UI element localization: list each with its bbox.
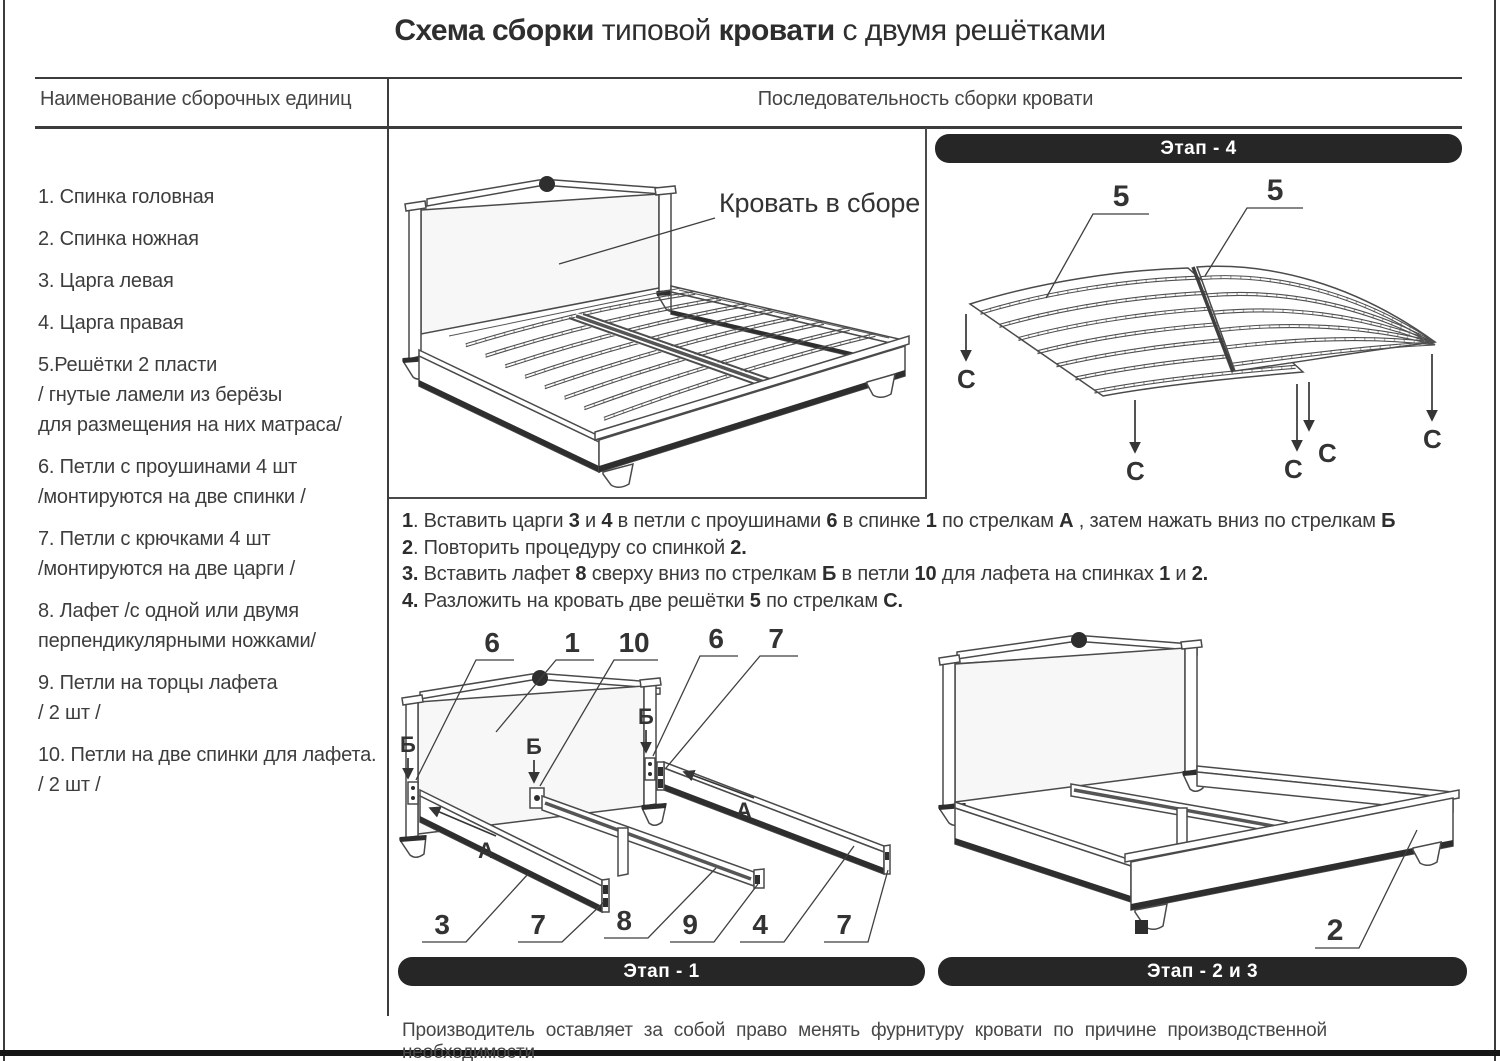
part-item-line: 3. Царга левая: [38, 270, 174, 292]
headboard-right-post: [1185, 645, 1197, 772]
arrow-a-1-label: А: [478, 838, 494, 863]
callout-9: 9: [682, 909, 698, 940]
arrow-a-2-label: А: [736, 798, 752, 823]
part-item: [38, 524, 386, 584]
part-item-line: /монтируются на две царги /: [38, 558, 295, 580]
part-item-line: / гнутые ламели из берёзы: [38, 384, 283, 406]
page-title: [0, 14, 1500, 48]
page-title-segment: типовой: [601, 14, 719, 47]
part-item-line: 9. Петли на торцы лафета: [38, 672, 278, 694]
hook-icon: [885, 852, 889, 860]
instruction-line: 1. Вставить царги 3 и 4 в петли с проушинами 6 в спинке 1 по стрелкам А , затем нажать вниз по стрелкам Б: [402, 510, 1396, 532]
callout-7b: 7: [530, 909, 546, 940]
callout-1: 1: [564, 627, 580, 658]
pediment-ornament-icon: [1071, 632, 1087, 648]
part-item: [38, 668, 386, 728]
sequence-column-header: Последовательность сборки кровати: [757, 88, 1094, 110]
part-item-line: / 2 шт /: [38, 774, 101, 796]
callout-8: 8: [616, 905, 632, 936]
hook-icon: [658, 779, 663, 788]
stage23-pill: [938, 957, 1467, 986]
hook-icon: [658, 767, 663, 776]
part-item: [38, 308, 386, 338]
part-item: [38, 596, 386, 656]
loop-hinge-left: [408, 782, 418, 804]
part-item: [38, 266, 386, 296]
assembled-bed-panel: [389, 128, 927, 499]
stage1-pill: [398, 957, 925, 986]
part-item: [38, 350, 386, 440]
page-title-segment: кровати: [718, 14, 843, 47]
part-item-line: 10. Петли на две спинки для лафета.: [38, 744, 377, 766]
headboard-panel: [955, 648, 1185, 802]
arrow-c-3-label: С: [1284, 454, 1303, 484]
part-item-line: 4. Царга правая: [38, 312, 184, 334]
part-item-line: для размещения на них матраса/: [38, 414, 342, 436]
page-title-segment: с двумя решётками: [842, 14, 1106, 47]
grate-callout-5a: 5: [1112, 180, 1130, 213]
callout-7a: 7: [768, 623, 784, 654]
part-item-line: 7. Петли с крючками 4 шт: [38, 528, 271, 550]
part-item-line: 2. Спинка ножная: [38, 228, 199, 250]
instructions: [402, 508, 1464, 614]
part-item-line: /монтируются на две спинки /: [38, 486, 306, 508]
part-item-line: / 2 шт /: [38, 702, 101, 724]
part-item-line: 8. Лафет /с одной или двумя: [38, 600, 299, 622]
stage1-drawing: [392, 622, 927, 956]
callout-7c: 7: [836, 909, 852, 940]
arrow-b-1-label: Б: [400, 732, 416, 757]
footer-note: Производитель оставляет за собой право менять фурнитуру кровати по причине производственной необходимости: [402, 1020, 1327, 1061]
stage23-pill-label: Этап - 2 и 3: [1146, 960, 1259, 982]
page-title-segment: Схема сборки: [394, 14, 602, 47]
instruction-line: 3. Вставить лафет 8 сверху вниз по стрелкам Б в петли 10 для лафета на спинках 1 и 2.: [402, 563, 1208, 585]
headboard-panel: [421, 194, 659, 334]
stage23-drawing: [935, 618, 1495, 956]
headboard-left-post: [409, 206, 421, 359]
arrow-c-4-label: С: [1318, 438, 1337, 468]
callout-10: 10: [618, 627, 650, 658]
grate-callout-5b: 5: [1266, 174, 1284, 207]
parts-column-header: Наименование сборочных единиц: [40, 88, 352, 110]
part-item: [38, 224, 386, 254]
stage4-drawing: [935, 172, 1462, 502]
headboard-right-post: [659, 191, 671, 292]
hook-icon: [755, 875, 760, 884]
hook-icon: [603, 885, 608, 894]
header-rule-top: [35, 77, 1462, 79]
part-item-line: 5.Решётки 2 пласти: [38, 354, 218, 376]
loop-hinge-right: [645, 758, 655, 780]
instruction-line: 2. Повторить процедуру со спинкой 2.: [402, 536, 747, 559]
callout-2: 2: [1326, 914, 1344, 947]
assembled-bed-drawing: [389, 128, 925, 495]
part-item: [38, 740, 386, 800]
callout-3: 3: [434, 909, 450, 940]
part-item-line: 1. Спинка головная: [38, 186, 215, 208]
callout-bed-assembled: Кровать в сборе: [719, 188, 921, 218]
arrow-c-2-label: С: [1126, 456, 1145, 486]
stage1-pill-label: Этап - 1: [623, 960, 700, 982]
arrow-c-1-label: С: [957, 364, 976, 394]
stage4-pill: [935, 134, 1462, 163]
instruction-line: 4. Разложить на кровать две решётки 5 по стрелкам С.: [402, 589, 903, 612]
part-item: [38, 452, 386, 512]
callout-4: 4: [752, 909, 768, 940]
arrow-c-5-label: С: [1423, 424, 1442, 454]
part-item-line: перпендикулярными ножками/: [38, 630, 316, 652]
headboard-left-post: [943, 660, 955, 806]
arrow-b-3-label: Б: [638, 704, 654, 729]
pediment-ornament-icon: [539, 176, 555, 192]
parts-list: [38, 182, 386, 812]
page-border-left: [3, 0, 5, 1061]
callout-6b: 6: [708, 623, 724, 654]
stage4-pill-label: Этап - 4: [1160, 137, 1237, 159]
part-item-line: 6. Петли с проушинами 4 шт: [38, 456, 298, 478]
lafet-leg: [618, 828, 628, 876]
callout-6a: 6: [484, 627, 500, 658]
arrow-b-2-label: Б: [526, 734, 542, 759]
part-item: [38, 182, 386, 212]
